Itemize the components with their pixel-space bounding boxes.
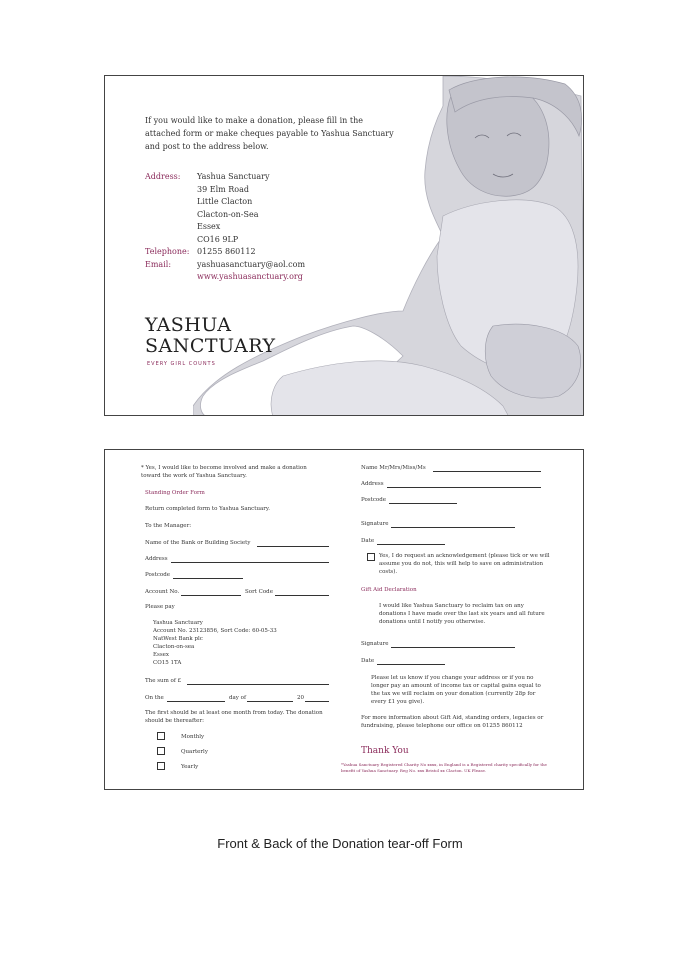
- charity-footnote: *Yashua Sanctuary Registered Charity No xxxx, in England is a Registered charity specifically for the benefit of Yashua Sanctuary. Reg No. xxx Bristol xx Clacton. UK Please.: [341, 762, 547, 773]
- payee-line: CO15 1TA: [153, 660, 182, 666]
- payee-line: Account No. 23123856, Sort Code: 60-05-33: [153, 628, 277, 634]
- yearly-label: Yearly: [181, 764, 199, 770]
- thank-you-heading: Thank You: [361, 746, 409, 756]
- more-info-text: For more information about Gift Aid, standing orders, legacies or fundraising, please telephone our office on 01255 860112: [361, 715, 544, 729]
- donor-postcode-field[interactable]: [389, 503, 457, 504]
- website-link[interactable]: www.yashuasanctuary.org: [197, 272, 303, 281]
- donor-address-field[interactable]: [387, 487, 541, 488]
- donor-address-label: Address: [361, 481, 384, 487]
- address-label: Address:: [145, 172, 181, 181]
- involved-statement: * Yes, I would like to become involved and make a donation toward the work of Yashua Sanctuary.: [141, 465, 307, 479]
- first-payment-note: The first should be at least one month from today. The donation should be thereafter:: [145, 710, 323, 724]
- please-pay-label: Please pay: [145, 604, 175, 610]
- back-of-form: [104, 449, 584, 790]
- front-of-form: [104, 75, 584, 416]
- monthly-checkbox[interactable]: [157, 732, 165, 740]
- date-field[interactable]: [377, 544, 445, 545]
- to-manager-label: To the Manager:: [145, 523, 192, 529]
- name-field[interactable]: [433, 471, 541, 472]
- email-label: Email:: [145, 259, 172, 269]
- day-field[interactable]: [167, 701, 225, 702]
- acknowledgement-checkbox[interactable]: [367, 553, 375, 561]
- bank-name-field[interactable]: [257, 546, 329, 547]
- sort-code-label: Sort Code: [245, 589, 273, 595]
- year-prefix: 20: [297, 695, 304, 701]
- year-field[interactable]: [305, 701, 329, 702]
- signature2-label: Signature: [361, 641, 389, 647]
- bank-postcode-label: Postcode: [145, 572, 170, 578]
- payee-line: Essex: [153, 652, 170, 658]
- yearly-checkbox[interactable]: [157, 762, 165, 770]
- donation-intro-text: If you would like to make a donation, please fill in the attached form or make cheques payable to Yashua Sanctuary and post to the address below.: [145, 116, 394, 151]
- signature-field[interactable]: [391, 527, 515, 528]
- gift-aid-heading: Gift Aid Declaration: [361, 587, 417, 593]
- email-value[interactable]: yashuasanctuary@aol.com: [197, 259, 306, 269]
- sum-of-label: The sum of £: [145, 678, 182, 684]
- date-label: Date: [361, 538, 375, 544]
- address-line: Essex: [197, 222, 221, 231]
- logo-sanctuary: SANCTUARY: [145, 335, 276, 357]
- return-instruction: Return completed form to Yashua Sanctuary.: [145, 506, 271, 512]
- telephone-value: 01255 860112: [197, 247, 256, 256]
- notify-changes-text: Please let us know if you change your address or if you no longer pay an amount of income tax or capital gains equal to the tax we will reclaim on your donation (currently 28p for every £1 you give).: [371, 675, 541, 705]
- name-label: Name Mr/Mrs/Miss/Ms: [361, 465, 426, 471]
- donor-postcode-label: Postcode: [361, 497, 386, 503]
- quarterly-checkbox[interactable]: [157, 747, 165, 755]
- gift-aid-declaration-text: I would like Yashua Sanctuary to reclaim tax on any donations I have made over the last six years and all future donations until I notify you otherwise.: [379, 603, 545, 625]
- bank-address-label: Address: [145, 556, 168, 562]
- month-field[interactable]: [247, 701, 293, 702]
- telephone-label: Telephone:: [145, 247, 190, 256]
- address-line: CO16 9LP: [197, 234, 239, 244]
- sort-code-field[interactable]: [275, 595, 329, 596]
- day-of-label: day of: [229, 695, 247, 701]
- quarterly-label: Quarterly: [181, 749, 208, 755]
- signature-label: Signature: [361, 521, 389, 527]
- bank-postcode-field[interactable]: [173, 578, 243, 579]
- sum-field[interactable]: [187, 684, 329, 685]
- acknowledgement-text: Yes, I do request an acknowledgement (please tick or we will assume you do not, this will help to save on administration costs).: [379, 553, 550, 575]
- payee-line: NatWest Bank plc: [153, 636, 203, 642]
- address-line: Little Clacton: [197, 197, 253, 206]
- date2-field[interactable]: [377, 664, 445, 665]
- standing-order-heading: Standing Order Form: [145, 490, 205, 496]
- payee-line: Clacton-on-sea: [153, 644, 195, 650]
- payee-line: Yashua Sanctuary: [153, 620, 203, 626]
- logo-yashua: YASHUA: [145, 314, 232, 336]
- address-line: 39 Elm Road: [197, 184, 249, 194]
- page-caption: Front & Back of the Donation tear-off Form: [217, 836, 463, 851]
- on-the-label: On the: [145, 695, 164, 701]
- account-no-label: Account No.: [145, 589, 180, 595]
- bank-name-label: Name of the Bank or Building Society: [145, 540, 251, 546]
- address-line: Yashua Sanctuary: [197, 172, 270, 181]
- address-line: Clacton-on-Sea: [197, 209, 259, 219]
- signature2-field[interactable]: [391, 647, 515, 648]
- account-no-field[interactable]: [181, 595, 241, 596]
- bank-address-field[interactable]: [171, 562, 329, 563]
- date2-label: Date: [361, 658, 375, 664]
- monthly-label: Monthly: [181, 734, 205, 740]
- logo-tagline: EVERY GIRL COUNTS: [147, 361, 216, 367]
